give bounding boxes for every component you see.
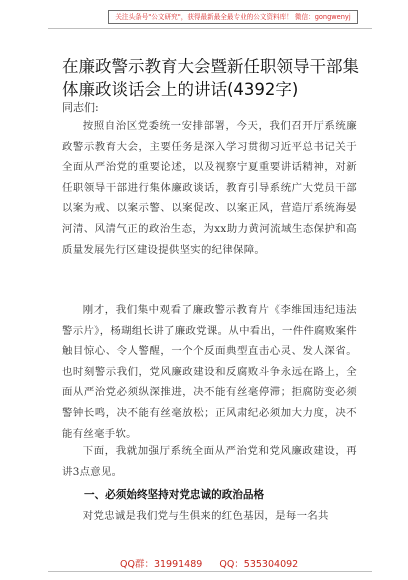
document-title: 在廉政警示教育大会暨新任职领导干部集体廉政谈话会上的讲话(4392字)	[62, 57, 359, 99]
footer-divider	[48, 571, 372, 572]
section-heading: 一、必须始终坚持对党忠诚的政治品格	[84, 489, 265, 501]
paragraph-2: 刚才，我们集中观看了廉政警示教育片《李维国违纪违法警示片》，杨瑚组长讲了廉政党课。从中看出，一件件腐败案件触目惊心、令人警醒，一个个反面典型直击心灵、发人深省。也时刻警示我们，党风廉政建设和反腐败斗争永远在路上，全面从严治党必须纵深推进，决不能有丝毫停滞；拒腐防变必须警钟长鸣，决不能有丝毫放松；正风肃纪必须加大力度，决不能有丝毫手软。	[62, 304, 357, 440]
paragraph-4: 对党忠诚是我们党与生俱来的红色基因，是每一名共	[82, 510, 329, 522]
promo-banner: 关注头条号"公文研究"，获得最新最全最专业的公文资料库！ 微信：gongwenyj	[108, 10, 358, 24]
qq-group-text: QQ群：31991489	[120, 559, 203, 570]
qq-text: QQ：535304092	[219, 559, 299, 570]
paragraph-3: 下面，我就加强厅系统全面从严治党和党风廉政建设，再讲3点意见。	[62, 445, 357, 478]
header-divider	[48, 28, 372, 29]
salutation: 同志们:	[62, 101, 99, 114]
footer-contact	[120, 556, 312, 570]
paragraph-1: 按照自治区党委统一安排部署，今天，我们召开厅系统廉政警示教育大会，主要任务是深入学习贯彻习近平总书记关于全面从严治党的重要论述，以及视察宁夏重要讲话精神，对新任职领导干部进行集体廉政谈话，教育引导系统广大党员干部以案为戒、以案示警、以案促改、以案正风，营造厅系统海晏河清、风清气正的政治生态，为xx助力黄河流域生态保护和高质量发展先行区建设提供坚实的纪律保障。	[62, 120, 357, 256]
